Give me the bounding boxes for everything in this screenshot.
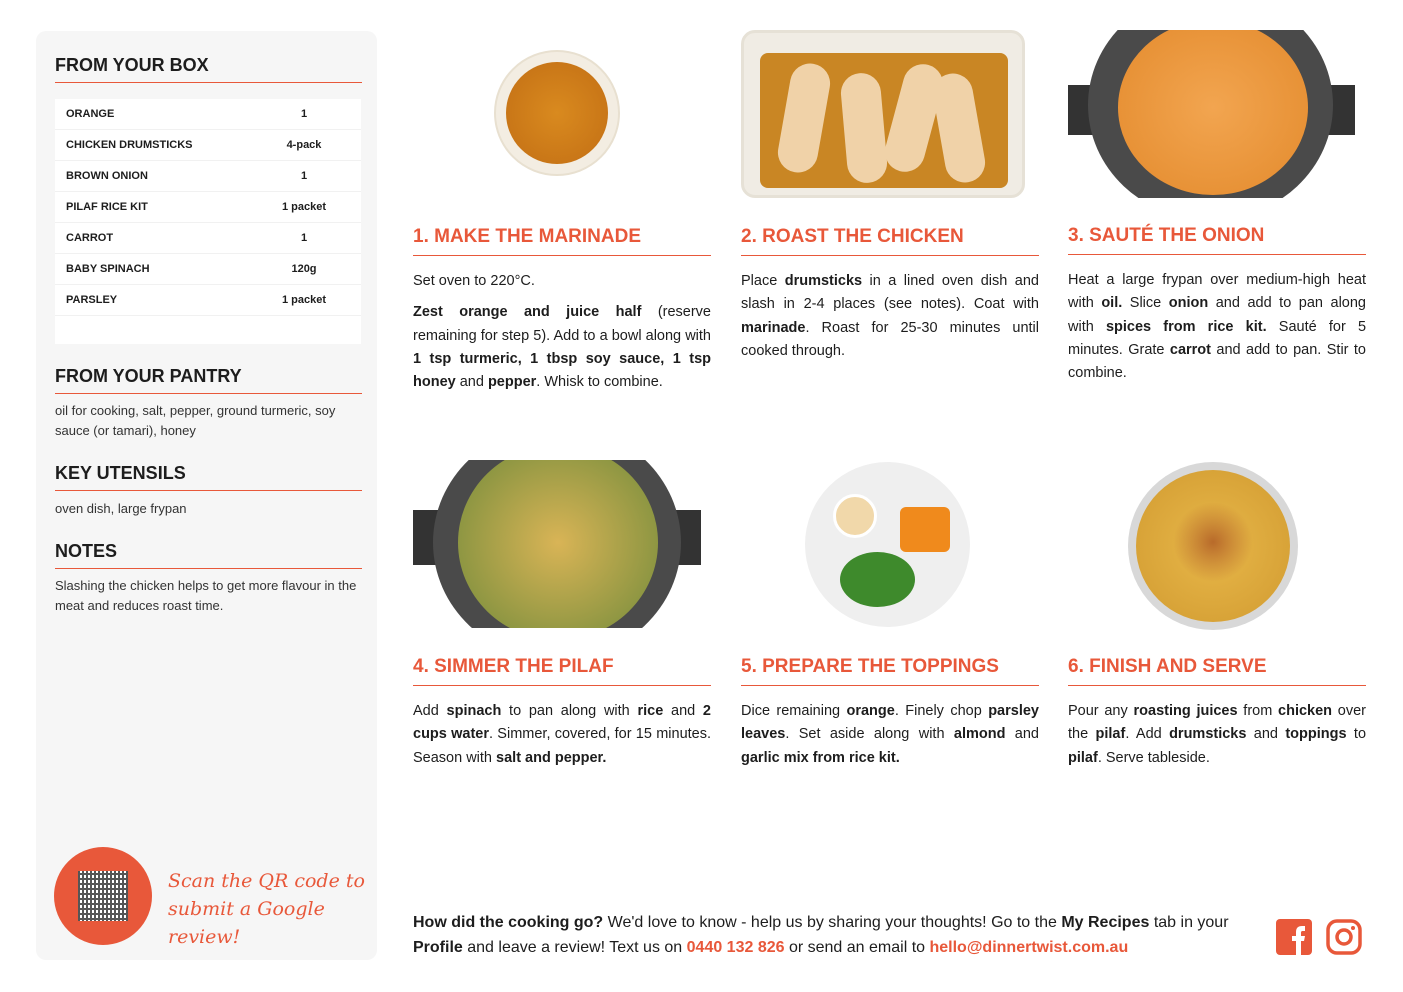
text-segment: onion (1168, 295, 1209, 312)
step-title: 4. SIMMER THE PILAF (413, 656, 711, 686)
text-segment: My Recipes (1061, 914, 1150, 931)
notes-text: Slashing the chicken helps to get more flavour in the meat and reduces roast time. (55, 578, 357, 613)
ingredient-qty: 1 (300, 232, 308, 244)
text-segment: garlic mix from rice kit. (741, 749, 900, 766)
text-segment: and (663, 703, 703, 719)
text-segment: and add to pan. Stir to combine. (1068, 341, 1366, 382)
pilaf-frypan-image (413, 460, 701, 628)
ingredient-row (55, 254, 361, 285)
step-title: 6. FINISH AND SERVE (1068, 656, 1366, 686)
ingredient-name: PILAF RICE KIT (66, 201, 148, 213)
text-segment: 1 tsp turmeric, 1 tbsp soy sauce, 1 tsp honey (413, 350, 711, 391)
text-segment: Pour any (1068, 703, 1134, 719)
pantry-heading: FROM YOUR PANTRY (55, 366, 362, 394)
step-title: 1. MAKE THE MARINADE (413, 226, 711, 256)
text-segment: We'd love to know - help us by sharing your thoughts! Go to the (603, 914, 1062, 931)
ingredient-qty: 1 (300, 170, 308, 182)
text-segment: and (455, 374, 488, 391)
step-title: 2. ROAST THE CHICKEN (741, 226, 1039, 256)
text-segment: over the (1068, 703, 1366, 743)
text-segment: Set oven to 220°C. (413, 273, 535, 289)
text-segment: chicken (1278, 703, 1333, 719)
text-segment: Sauté for 5 minutes. Grate (1068, 318, 1367, 358)
text-segment: to pan along with (501, 703, 638, 719)
marinade-bowl-image (492, 48, 622, 178)
text-segment: rice (637, 703, 664, 719)
ingredient-name: CHICKEN DRUMSTICKS (66, 139, 193, 151)
text-segment: Dice remaining (741, 703, 847, 719)
ingredient-qty: 1 (300, 108, 308, 120)
contact-link[interactable]: hello@dinnertwist.com.au (929, 939, 1129, 956)
ingredient-qty: 120g (291, 263, 317, 275)
step-text (1068, 700, 1366, 770)
notes-heading: NOTES (55, 541, 362, 569)
text-segment: parsley leaves (741, 703, 1039, 743)
text-segment: and (1246, 726, 1286, 743)
step-text (1068, 269, 1366, 385)
ingredient-name: CARROT (66, 232, 114, 244)
ingredient-row (55, 161, 361, 192)
text-segment: How did the cooking go? (413, 914, 604, 931)
utensils-text: oven dish, large frypan (55, 501, 187, 516)
ingredient-qty: 1 packet (281, 201, 327, 213)
text-segment: to (1346, 726, 1367, 743)
step-4 (413, 656, 711, 778)
text-segment: orange (846, 703, 895, 719)
text-segment: . Simmer, covered, for 15 minutes. Season with (413, 726, 712, 766)
ingredient-name: PARSLEY (66, 294, 118, 306)
pantry-text: oil for cooking, salt, pepper, ground turmeric, soy sauce (or tamari), honey (55, 403, 336, 438)
text-segment: and (1005, 726, 1039, 743)
text-segment: Add (413, 703, 447, 719)
contact-link[interactable]: 0440 132 826 (686, 939, 785, 956)
text-segment: . Roast for 25-30 minutes until cooked through. (741, 319, 1039, 359)
text-segment: roasting juices (1133, 703, 1238, 719)
step-6 (1068, 656, 1366, 778)
finished-pilaf-image (1118, 462, 1318, 630)
ingredient-row (55, 285, 361, 316)
text-segment: carrot (1169, 341, 1211, 358)
ingredient-name: BABY SPINACH (66, 263, 150, 275)
text-segment: . Add (1125, 726, 1170, 743)
text-segment: tab in your (1149, 914, 1229, 931)
text-segment: . Set aside along with (785, 726, 954, 743)
step-5 (741, 656, 1039, 778)
text-segment: . Finely chop (894, 703, 989, 719)
step-text (741, 270, 1039, 363)
text-segment: spices from rice kit. (1105, 318, 1267, 335)
facebook-icon[interactable] (1276, 919, 1312, 955)
qr-code-badge[interactable] (54, 847, 152, 945)
text-segment: Place (741, 273, 785, 289)
text-segment: Heat a large frypan over medium-high heat with (1068, 272, 1366, 312)
ingredient-row (55, 223, 361, 254)
ingredient-name: ORANGE (66, 108, 115, 120)
text-segment: from (1237, 703, 1279, 719)
text-segment: and leave a review! Text us on (462, 939, 687, 956)
step-title: 5. PREPARE THE TOPPINGS (741, 656, 1039, 686)
step-text (413, 270, 711, 293)
from-your-box-heading: FROM YOUR BOX (55, 55, 362, 83)
text-segment: oil. (1101, 295, 1123, 312)
ingredient-row (55, 130, 361, 161)
text-segment: salt and pepper. (496, 749, 607, 766)
ingredient-row (55, 192, 361, 223)
qr-caption-line1: Scan the QR code to (168, 870, 365, 892)
text-segment: Slice (1122, 295, 1169, 312)
step-1 (413, 226, 711, 402)
text-segment: spinach (446, 703, 502, 719)
qr-code (74, 867, 132, 925)
instagram-icon[interactable] (1326, 919, 1362, 955)
text-segment: pilaf (1068, 749, 1098, 766)
step-text (413, 301, 711, 394)
text-segment: toppings (1285, 726, 1347, 743)
utensils-heading: KEY UTENSILS (55, 463, 362, 491)
text-segment: 2 cups water (413, 703, 711, 743)
onion-frypan-image (1068, 30, 1355, 198)
toppings-plate-image (805, 462, 970, 627)
text-segment: . Serve tableside. (1097, 749, 1210, 766)
text-segment: in a lined oven dish and slash in 2-4 places (see notes). Coat with (741, 273, 1039, 313)
step-3 (1068, 225, 1366, 393)
step-text (741, 700, 1039, 770)
ingredients-table (55, 99, 361, 344)
text-segment: Profile (413, 939, 463, 956)
qr-caption-line2: submit a Google review! (168, 898, 325, 948)
text-segment: Zest orange and juice half (413, 304, 642, 321)
ingredient-qty: 4-pack (286, 139, 322, 151)
ingredient-name: BROWN ONION (66, 170, 148, 182)
sidebar (36, 31, 377, 960)
text-segment: . Whisk to combine. (536, 374, 663, 391)
text-segment: marinade (741, 319, 806, 336)
text-segment: drumsticks (784, 273, 863, 289)
ingredient-row (55, 99, 361, 130)
text-segment: drumsticks (1169, 726, 1247, 743)
text-segment: (reserve remaining for step 5). Add to a bowl along with (413, 304, 711, 344)
chicken-oven-dish-image (741, 30, 1025, 198)
qr-caption (168, 867, 377, 951)
text-segment: or send an email to (784, 939, 930, 956)
step-text (413, 700, 711, 770)
text-segment: pilaf (1095, 726, 1126, 743)
text-segment: almond (953, 726, 1006, 743)
feedback-footer (413, 910, 1263, 960)
text-segment: and add to pan along with (1068, 295, 1366, 335)
text-segment: pepper (487, 374, 537, 391)
ingredient-qty: 1 packet (281, 294, 327, 306)
step-2 (741, 226, 1039, 371)
step-title: 3. SAUTÉ THE ONION (1068, 225, 1366, 255)
